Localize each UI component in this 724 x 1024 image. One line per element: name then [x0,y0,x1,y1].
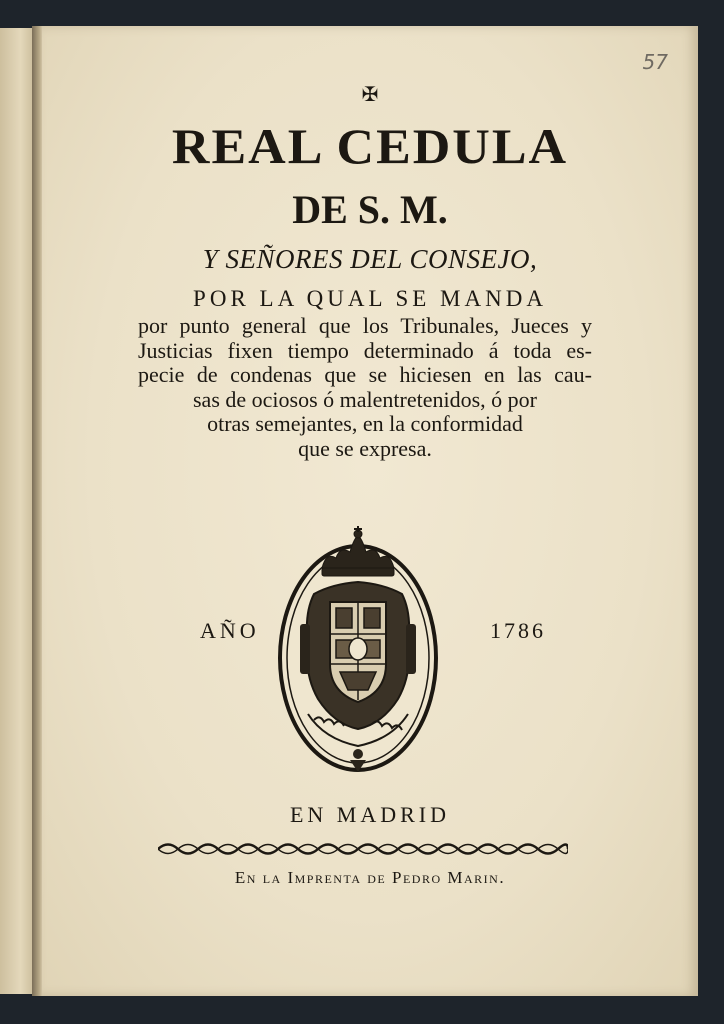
cross-ornament-icon: ✠ [361,82,379,106]
floral-rule-icon [158,840,568,858]
body-line: sas de ociosos ó malentretenidos, ó por [193,386,537,412]
body-line: otras semejantes, en la conformidad [207,411,523,436]
royal-coat-of-arms-icon [274,524,442,776]
place-of-printing: EN MADRID [289,802,451,827]
year-label: AÑO [200,618,260,643]
body-line: por punto general que los Tribunales, Jueces y [138,313,592,338]
body-line: Justicias fixen tiempo determinado á toda es- [138,337,592,363]
page-title: REAL CEDULA [171,120,569,175]
body-text [138,314,592,461]
year-value: 1786 [490,618,546,643]
body-line: que se expresa. [298,435,432,461]
folio-number: 57 [642,50,668,74]
subtitle: Y SEÑORES DEL CONSEJO, [202,244,538,274]
imprint-line: En la Imprenta de Pedro Marin. [234,868,506,887]
mandate-heading: POR LA QUAL SE MANDA [193,286,547,311]
title-page [42,26,698,996]
left-page-edge [0,28,34,994]
body-line: pecie de condenas que se hiciesen en las cau- [138,362,592,387]
title-subline: DE S. M. [292,187,448,232]
